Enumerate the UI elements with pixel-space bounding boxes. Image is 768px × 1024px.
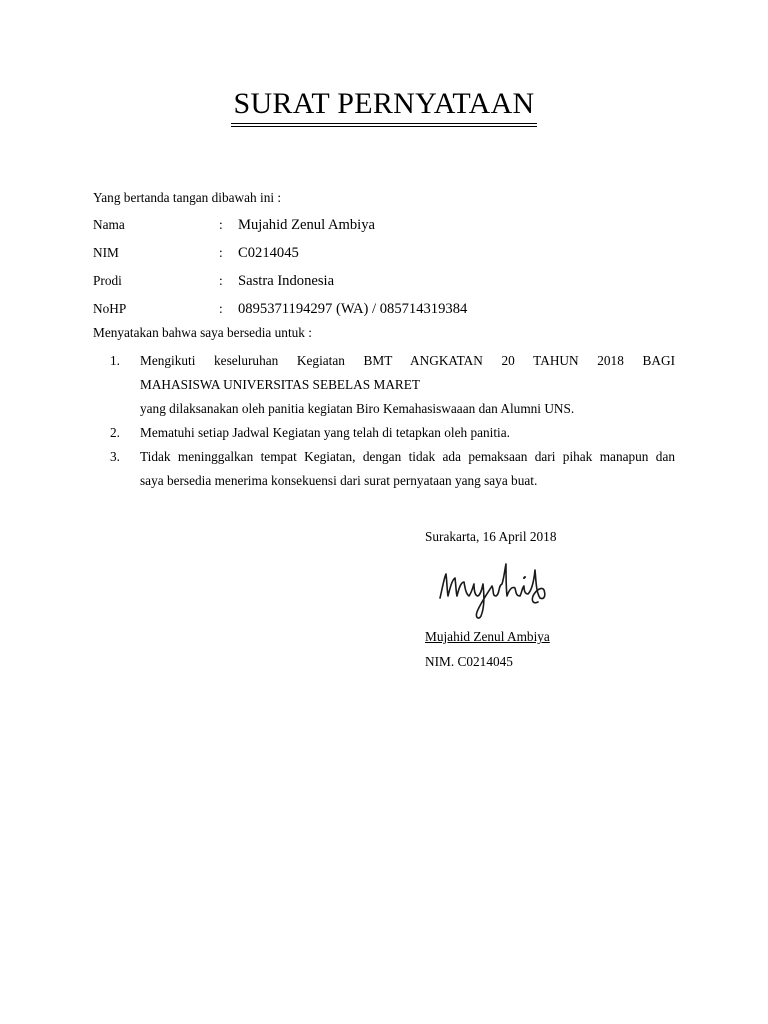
- place-date: Surakarta, 16 April 2018: [425, 529, 557, 544]
- list-item-line: saya bersedia menerima konsekuensi dari surat pernyataan yang saya buat.: [140, 473, 538, 488]
- handwritten-signature: [432, 560, 552, 620]
- list-item-line: yang dilaksanakan oleh panitia kegiatan Biro Kemahasiswaaan dan Alumni UNS.: [140, 401, 575, 416]
- field-value: 0895371194297 (WA) / 085714319384: [238, 301, 468, 317]
- list-item-line: Mematuhi setiap Jadwal Kegiatan yang telah di tetapkan oleh panitia.: [140, 425, 510, 440]
- list-item-text: [140, 349, 675, 421]
- field-colon: :: [219, 301, 223, 316]
- list-item-text: [140, 421, 675, 445]
- list-item-text: [140, 445, 675, 493]
- list-item: [110, 421, 675, 445]
- signer-name: Mujahid Zenul Ambiya: [425, 629, 550, 644]
- list-number: 2.: [110, 425, 120, 440]
- commitment-list: [110, 349, 675, 493]
- list-item: [110, 445, 675, 493]
- intro-text: Yang bertanda tangan dibawah ini :: [93, 190, 282, 205]
- statement-text: Menyatakan bahwa saya bersedia untuk :: [93, 325, 312, 340]
- list-number: 3.: [110, 449, 120, 464]
- identity-fields: [93, 213, 675, 325]
- field-row-prodi: [93, 269, 675, 297]
- field-value: Mujahid Zenul Ambiya: [238, 217, 376, 233]
- field-label: NoHP: [93, 301, 127, 316]
- document-title-text: SURAT PERNYATAAN: [231, 88, 536, 127]
- field-colon: :: [219, 245, 223, 260]
- list-item-line: Tidak meninggalkan tempat Kegiatan, dengan tidak ada pemaksaan dari pihak manapun dan: [140, 449, 675, 464]
- signer-nim: NIM. C0214045: [425, 654, 513, 669]
- field-label: Prodi: [93, 273, 122, 288]
- list-item-line: Mengikuti keseluruhan Kegiatan BMT ANGKATAN 20 TAHUN 2018 BAGI: [140, 353, 675, 368]
- document-title: [0, 84, 768, 127]
- list-item: [110, 349, 675, 421]
- field-colon: :: [219, 217, 223, 232]
- field-label: NIM: [93, 245, 119, 260]
- list-number: 1.: [110, 353, 120, 368]
- field-row-nim: [93, 241, 675, 269]
- field-value: Sastra Indonesia: [238, 273, 335, 289]
- field-colon: :: [219, 273, 223, 288]
- field-value: C0214045: [238, 245, 299, 261]
- list-item-line: MAHASISWA UNIVERSITAS SEBELAS MARET: [140, 377, 421, 392]
- field-row-nama: [93, 213, 675, 241]
- field-label: Nama: [93, 217, 125, 232]
